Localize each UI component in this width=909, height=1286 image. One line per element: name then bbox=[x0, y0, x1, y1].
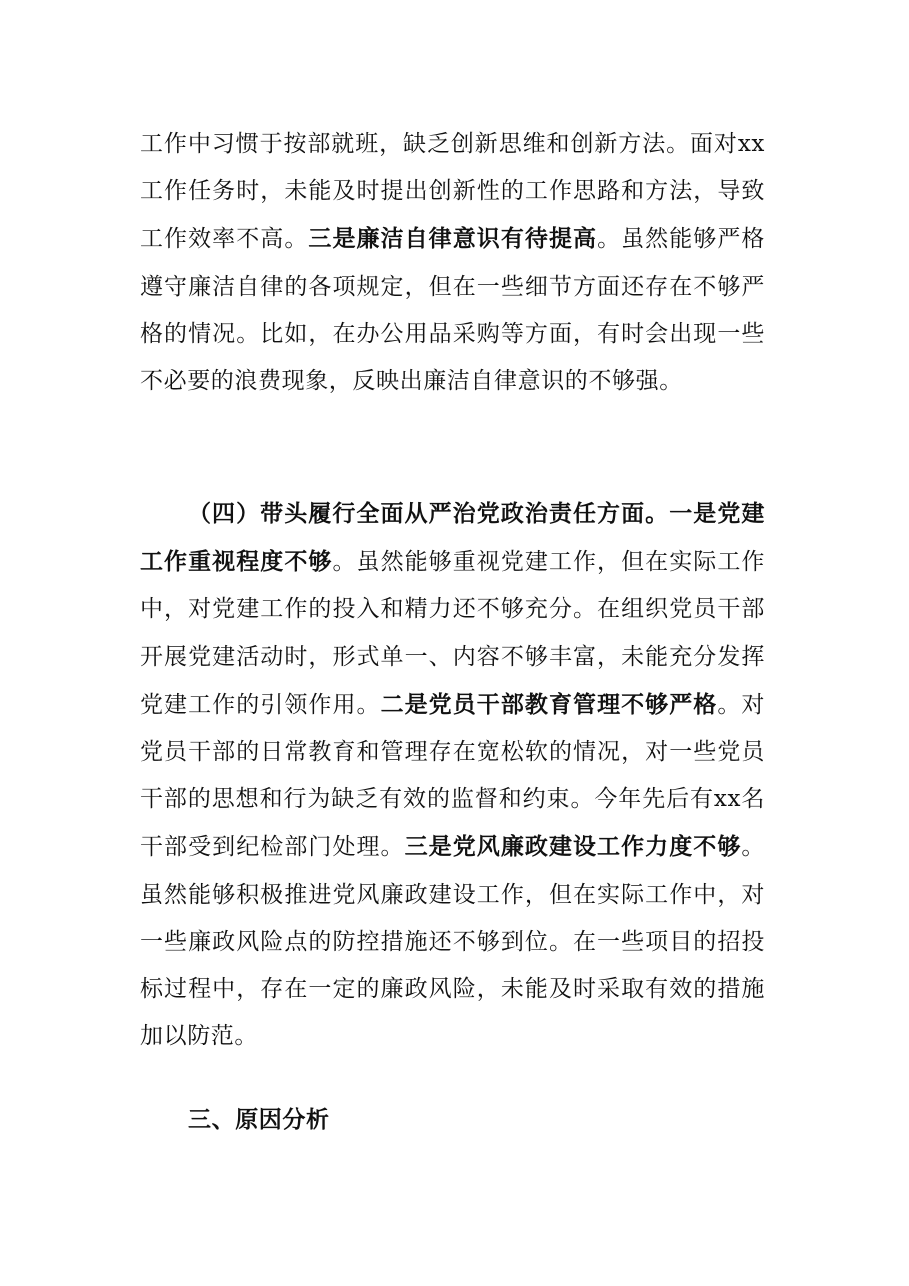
paragraph-party-responsibility bbox=[140, 490, 765, 1060]
paragraph2-bold-point-2: 二是党员干部教育管理不够严格 bbox=[380, 690, 718, 718]
paragraph2-bold-point-3: 三是党风廉政建设工作力度不够 bbox=[404, 833, 742, 861]
paragraph2-bold-heading: （四）带头履行全面从严治党政治责任方面。一是党建工作重视程度不够 bbox=[140, 500, 765, 576]
section-heading-cause-analysis: 三、原因分析 bbox=[188, 1106, 330, 1133]
paragraph-innovation-integrity bbox=[140, 121, 765, 405]
paragraph2-text-2: 。对党员干部的日常教育和管理存在宽松软的情况，对一些党员干部的思想和行为缺乏有效的监督和约束。今年先后有xx名干部受到纪检部门处理。 bbox=[140, 691, 765, 861]
paragraph1-text-2: 。虽然能够严格遵守廉洁自律的各项规定，但在一些细节方面还存在不够严格的情况。比如，在办公用品采购等方面，有时会出现一些不必要的浪费现象，反映出廉洁自律意识的不够强。 bbox=[140, 226, 765, 395]
paragraph2-text-1: 。虽然能够重视党建工作，但在实际工作中，对党建工作的投入和精力还不够充分。在组织党员干部开展党建活动时，形式单一、内容不够丰富，未能充分发挥党建工作的引领作用。 bbox=[140, 549, 765, 718]
paragraph1-text-1: 工作中习惯于按部就班，缺乏创新思维和创新方法。面对xx工作任务时，未能及时提出创新性的工作思路和方法，导致工作效率不高。 bbox=[140, 131, 765, 253]
paragraph1-bold-point-3: 三是廉洁自律意识有待提高 bbox=[308, 225, 598, 253]
paragraph2-text-3: 。虽然能够积极推进党风廉政建设工作，但在实际工作中，对一些廉政风险点的防控措施还不够到位。在一些项目的招投标过程中，存在一定的廉政风险，未能及时采取有效的措施加以防范。 bbox=[140, 834, 765, 1050]
